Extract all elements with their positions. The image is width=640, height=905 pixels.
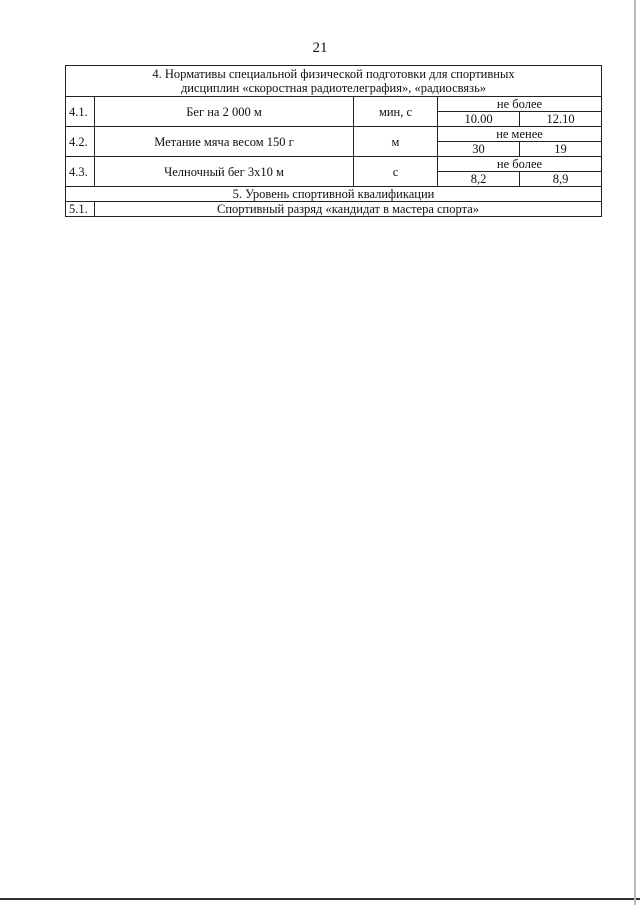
condition: не более [438, 97, 602, 112]
unit: мин, с [354, 97, 438, 127]
row-number: 5.1. [66, 202, 95, 217]
section-title: 5. Уровень спортивной квалификации [66, 187, 602, 202]
value-1: 30 [438, 142, 520, 157]
row-number: 4.3. [66, 157, 95, 187]
exercise-name: Челночный бег 3х10 м [95, 157, 354, 187]
section-title-line2: дисциплин «скоростная радиотелеграфия», «радиосвязь» [180, 81, 487, 95]
scan-edge [0, 898, 640, 900]
page-number: 21 [312, 40, 328, 56]
condition: не менее [438, 127, 602, 142]
table-row [66, 202, 602, 217]
unit: м [354, 127, 438, 157]
section-header [66, 66, 602, 97]
section-title-line1: 4. Нормативы специальной физической подготовки для спортивных [152, 67, 515, 81]
exercise-name: Метание мяча весом 150 г [95, 127, 354, 157]
scan-edge [634, 0, 636, 905]
value-1: 8,2 [438, 172, 520, 187]
standards-table [65, 65, 602, 217]
section-header [66, 187, 602, 202]
table-row [66, 157, 602, 172]
condition: не более [438, 157, 602, 172]
table-row [66, 127, 602, 142]
exercise-name: Бег на 2 000 м [95, 97, 354, 127]
value-2: 8,9 [520, 172, 602, 187]
row-number: 4.2. [66, 127, 95, 157]
table-row [66, 97, 602, 112]
row-number: 4.1. [66, 97, 95, 127]
value-2: 19 [520, 142, 602, 157]
unit: с [354, 157, 438, 187]
qualification-text: Спортивный разряд «кандидат в мастера спорта» [95, 202, 602, 217]
value-2: 12.10 [520, 112, 602, 127]
value-1: 10.00 [438, 112, 520, 127]
